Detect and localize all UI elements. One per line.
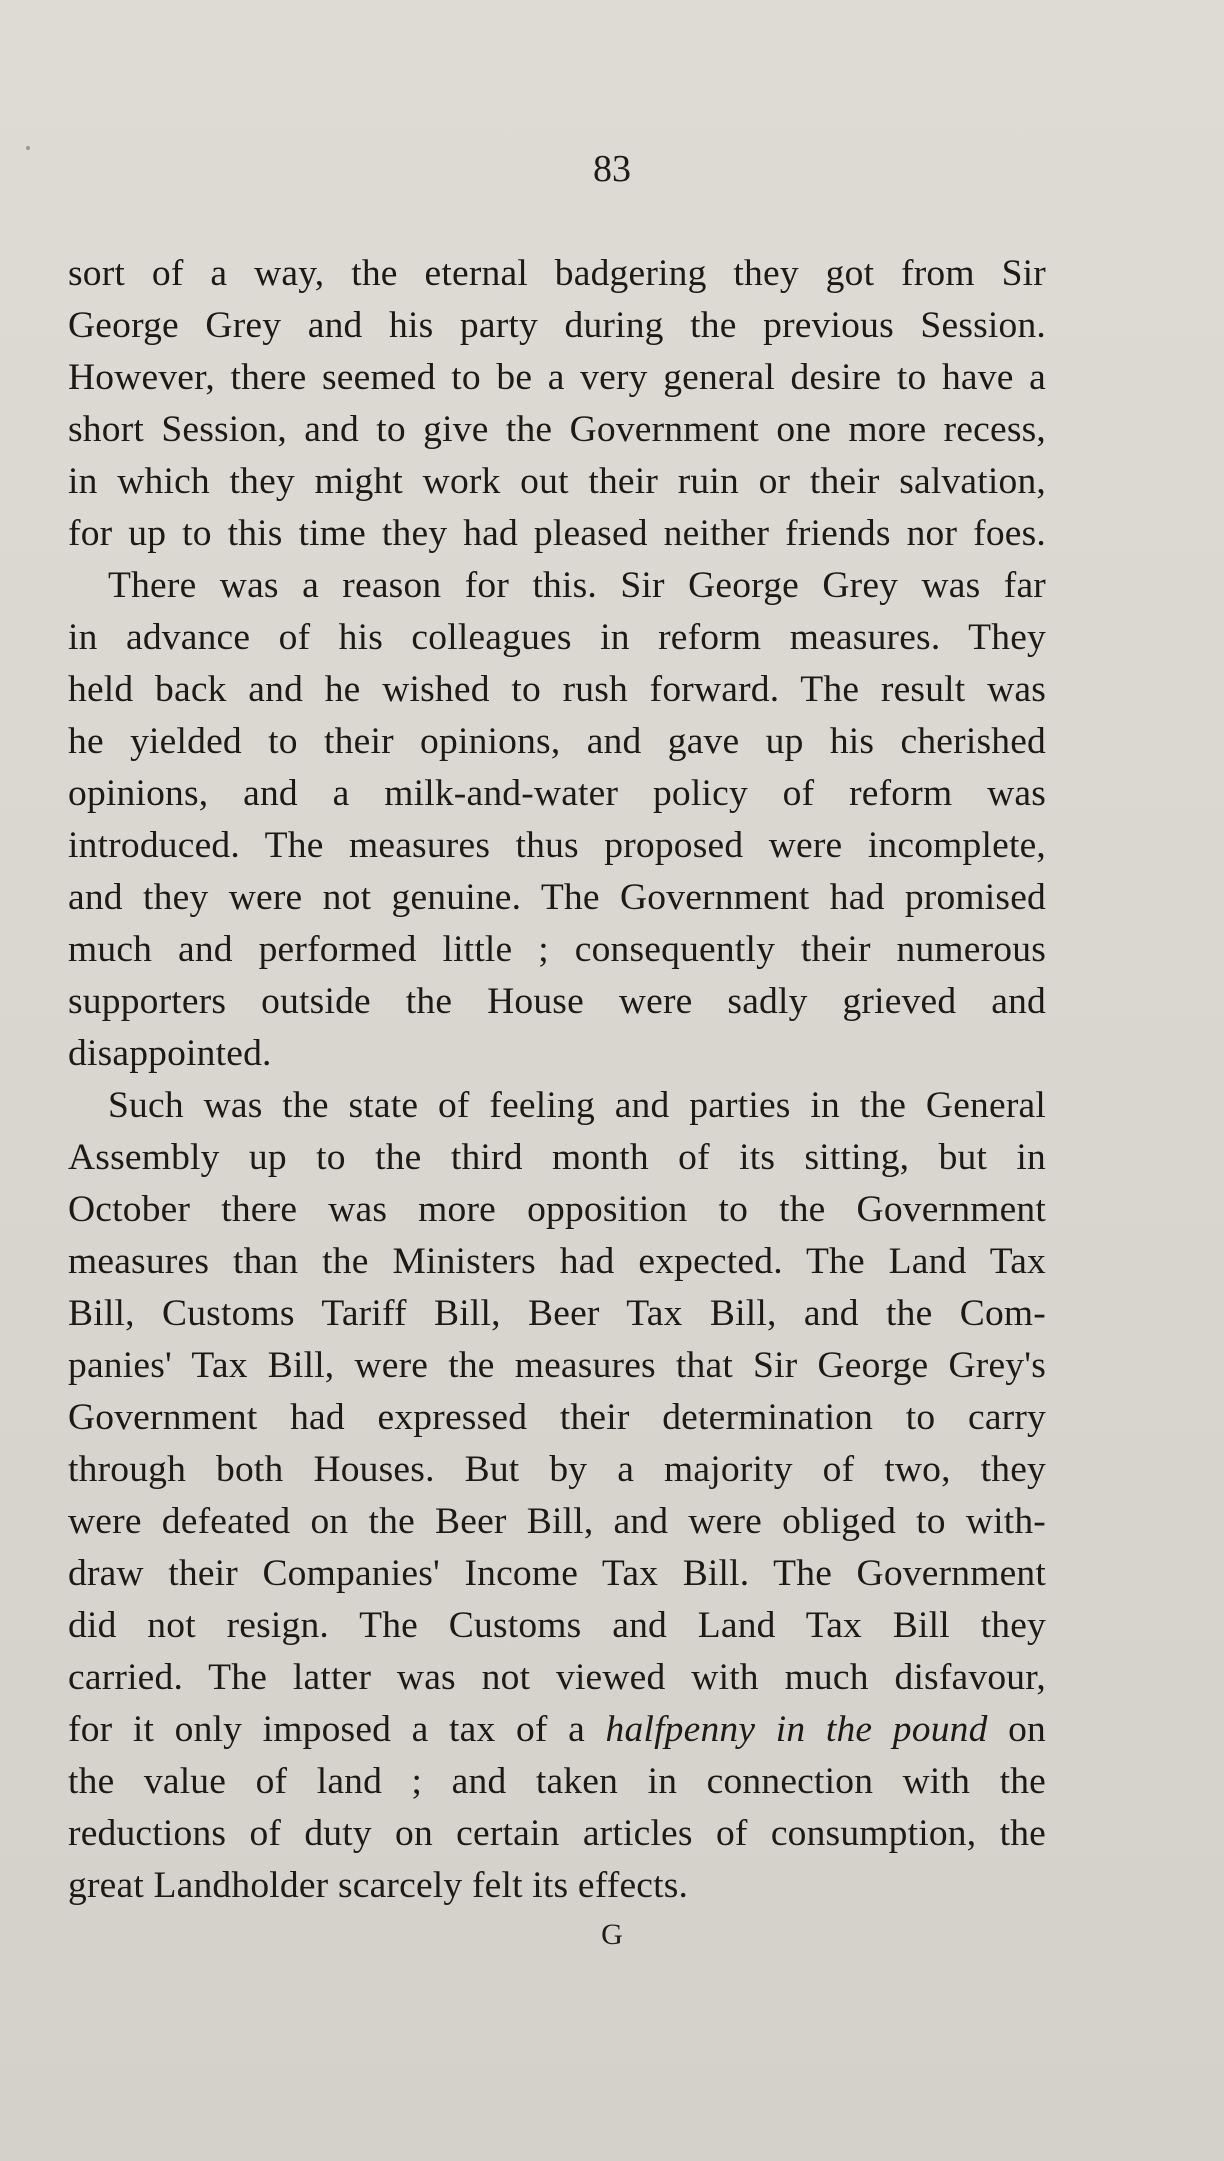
text-line: short Session, and to give the Government one more recess, bbox=[68, 409, 1046, 450]
text-line: However, there seemed to be a very general desire to have a bbox=[68, 357, 1046, 398]
text-line: great Landholder scarcely felt its effects. bbox=[68, 1865, 689, 1906]
italic-phrase: halfpenny in the pound bbox=[605, 1709, 988, 1750]
text-line: in which they might work out their ruin or their salvation, bbox=[68, 461, 1046, 502]
text-line: Government had expressed their determination to carry bbox=[68, 1397, 1046, 1438]
text-line: did not resign. The Customs and Land Tax Bill they bbox=[68, 1605, 1046, 1646]
page-number: 83 bbox=[593, 148, 631, 190]
paragraph-1 bbox=[68, 248, 1046, 560]
text-line: measures than the Ministers had expected. The Land Tax bbox=[68, 1241, 1046, 1282]
text-line: supporters outside the House were sadly grieved and bbox=[68, 981, 1046, 1022]
text-line: opinions, and a milk-and-water policy of reform was bbox=[68, 773, 1046, 814]
text-line: George Grey and his party during the previous Session. bbox=[68, 305, 1046, 346]
text-line: carried. The latter was not viewed with much disfavour, bbox=[68, 1657, 1046, 1698]
text-line: much and performed little ; consequently their numerous bbox=[68, 929, 1046, 970]
text-line: Assembly up to the third month of its sitting, but in bbox=[68, 1137, 1046, 1178]
text-line: in advance of his colleagues in reform measures. They bbox=[68, 617, 1046, 658]
paragraph-3 bbox=[68, 1080, 1046, 1912]
text-line: reductions of duty on certain articles of consumption, the bbox=[68, 1813, 1046, 1854]
page-body bbox=[68, 248, 1046, 1912]
paragraph-2 bbox=[68, 560, 1046, 1080]
text-line: October there was more opposition to the Government bbox=[68, 1189, 1046, 1230]
text-line: draw their Companies' Income Tax Bill. The Government bbox=[68, 1553, 1046, 1594]
text-line: were defeated on the Beer Bill, and were obliged to with- bbox=[68, 1501, 1046, 1542]
text-line-with-italic bbox=[68, 1704, 1046, 1756]
text-line: and they were not genuine. The Government had promised bbox=[68, 877, 1046, 918]
text-line: held back and he wished to rush forward. The result was bbox=[68, 669, 1046, 710]
text-run: on bbox=[1008, 1709, 1047, 1750]
text-line: Bill, Customs Tariff Bill, Beer Tax Bill, and the Com- bbox=[68, 1293, 1046, 1334]
text-line: introduced. The measures thus proposed were incomplete, bbox=[68, 825, 1046, 866]
text-line: panies' Tax Bill, were the measures that Sir George Grey's bbox=[68, 1345, 1046, 1386]
text-line: the value of land ; and taken in connection with the bbox=[68, 1761, 1046, 1802]
text-line: disappointed. bbox=[68, 1033, 272, 1074]
text-line: sort of a way, the eternal badgering they got from Sir bbox=[68, 253, 1046, 294]
text-line: through both Houses. But by a majority of two, they bbox=[68, 1449, 1046, 1490]
text-line: Such was the state of feeling and parties in the General bbox=[108, 1085, 1046, 1126]
text-line: There was a reason for this. Sir George Grey was far bbox=[108, 565, 1046, 606]
signature-mark: G bbox=[601, 1918, 623, 1951]
text-line: for up to this time they had pleased neither friends nor foes. bbox=[68, 513, 1046, 554]
text-run: for it only imposed a tax of a bbox=[68, 1709, 585, 1750]
text-line: he yielded to their opinions, and gave up his cherished bbox=[68, 721, 1046, 762]
